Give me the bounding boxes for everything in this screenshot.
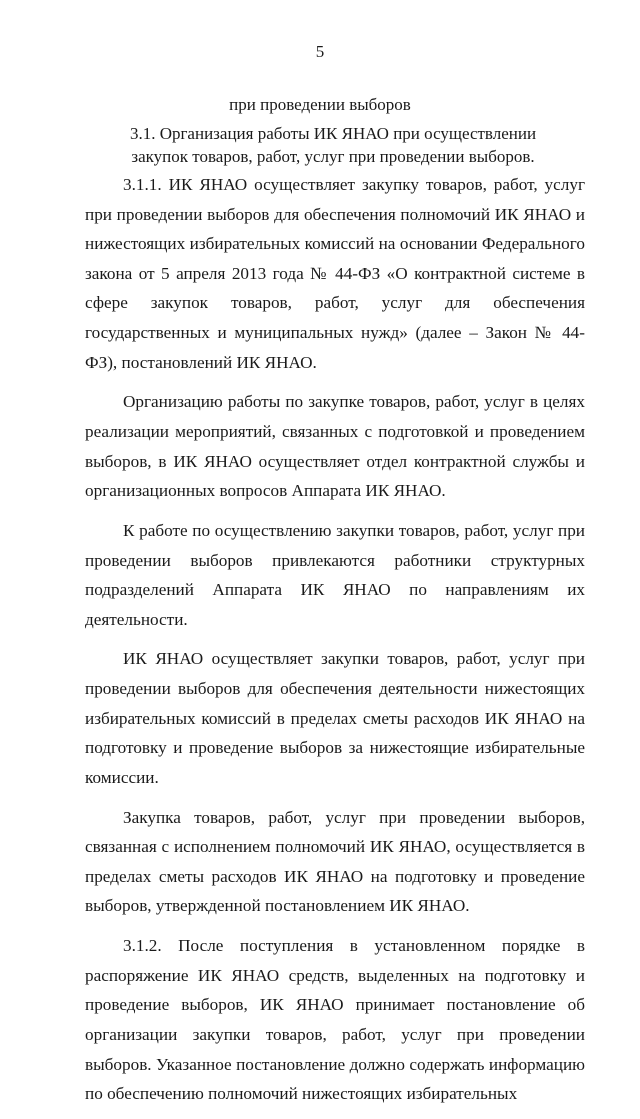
page-number: 5 [315,42,325,61]
paragraph-organization: Организацию работы по закупке товаров, работ, услуг в целях реализации мероприятий, связанных с подготовкой и проведением выборов, в ИК ЯНАО осуществляет отдел контрактной службы и организационных вопросов Аппарата ИК ЯНАО. [85,392,585,501]
heading-continuation: при проведении выборов [229,95,411,114]
body-text [85,170,585,1119]
section-title: 3.1. Организация работы ИК ЯНАО при осуществлении закупок товаров, работ, услуг при проведении выборов. [129,124,537,166]
paragraph-staff: К работе по осуществлению закупки товаров, работ, услуг при проведении выборов привлекаются работники структурных подразделений Аппарата ИК ЯНАО по направлениям их деятельности. [85,520,585,629]
paragraph-lower-commissions: ИК ЯНАО осуществляет закупки товаров, работ, услуг при проведении выборов для обеспечения деятельности нижестоящих избирательных комиссий в пределах сметы расходов ИК ЯНАО на подготовку и проведение выборов за нижестоящие избирательные комиссии. [85,649,585,787]
paragraph-3-1-2: 3.1.2. После поступления в установленном порядке в распоряжение ИК ЯНАО средств, выделенных на подготовку и проведение выборов, ИК ЯНАО принимает постановление об организации закупки товаров, работ, услуг при проведении выборов. Указанное постановление должно содержать информацию по обеспечению полномочий нижестоящих избирательных [85,936,585,1104]
paragraph-budget: Закупка товаров, работ, услуг при проведении выборов, связанная с исполнением полномочий ИК ЯНАО, осуществляется в пределах сметы расходов ИК ЯНАО на подготовку и проведение выборов, утвержденной постановлением ИК ЯНАО. [85,807,585,916]
paragraph-3-1-1: 3.1.1. ИК ЯНАО осуществляет закупку товаров, работ, услуг при проведении выборов для обеспечения полномочий ИК ЯНАО и нижестоящих избирательных комиссий на основании Федерального закона от 5 апреля 2013 года № 44-ФЗ «О контрактной системе в сфере закупок товаров, работ, услуг для обеспечения государственных и муниципальных нужд» (далее – Закон № 44-ФЗ), постановлений ИК ЯНАО. [85,175,585,372]
